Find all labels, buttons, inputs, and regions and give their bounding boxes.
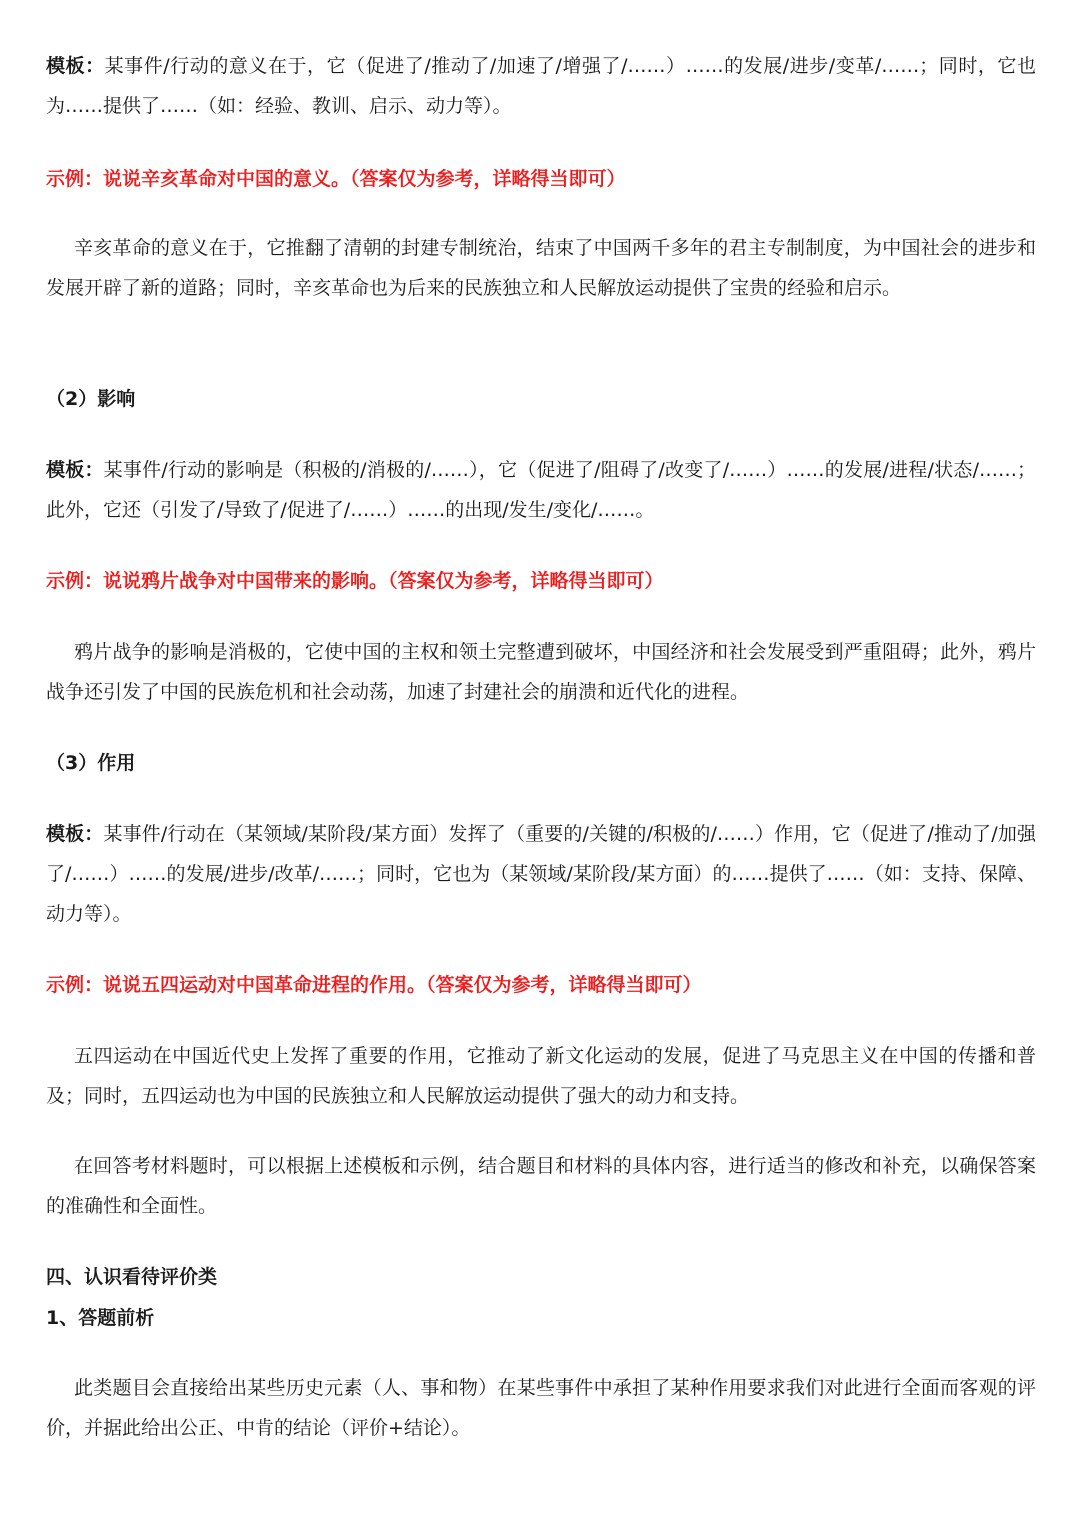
significance-template-text: 某事件/行动的意义在于，它（促进了/推动了/加速了/增强了/……）……的发展/进步/变革/……；同时，它也为……提供了……（如：经验、教训、启示、动力等）。	[46, 55, 1036, 117]
closing-paragraph: 在回答考材料题时，可以根据上述模板和示例，结合题目和材料的具体内容，进行适当的修改和补充，以确保答案的准确性和全面性。	[46, 1155, 1036, 1217]
influence-template-paragraph	[46, 450, 1036, 530]
significance-example-title: 示例：说说辛亥革命对中国的意义。（答案仅为参考，详略得当即可）	[46, 168, 626, 190]
role-heading: （3）作用	[46, 752, 136, 774]
subsection-heading: 1、答题前析	[46, 1307, 155, 1329]
significance-template-paragraph	[46, 46, 1036, 126]
role-example-title: 示例：说说五四运动对中国革命进程的作用。（答案仅为参考，详略得当即可）	[46, 974, 702, 996]
influence-example-title: 示例：说说鸦片战争对中国带来的影响。（答案仅为参考，详略得当即可）	[46, 570, 664, 592]
role-example-answer: 五四运动在中国近代史上发挥了重要的作用，它推动了新文化运动的发展，促进了马克思主义在中国的传播和普及；同时，五四运动也为中国的民族独立和人民解放运动提供了强大的动力和支持。	[46, 1045, 1036, 1107]
section-four-heading: 四、认识看待评价类	[46, 1266, 218, 1288]
role-template-text: 某事件/行动在（某领域/某阶段/某方面）发挥了（重要的/关键的/积极的/……）作用，它（促进了/推动了/加强了/……）……的发展/进步/改革/……；同时，它也为（某领域/某阶段/某方面）的……提供了……（如：支持、保障、动力等）。	[46, 823, 1036, 925]
influence-template-text: 某事件/行动的影响是（积极的/消极的/……），它（促进了/阻碍了/改变了/……）……的发展/进程/状态/……；此外，它还（引发了/导致了/促进了/……）……的出现/发生/变化/……。	[46, 459, 1036, 521]
influence-example-answer: 鸦片战争的影响是消极的，它使中国的主权和领土完整遭到破坏，中国经济和社会发展受到严重阻碍；此外，鸦片战争还引发了中国的民族危机和社会动荡，加速了封建社会的崩溃和近代化的进程。	[46, 641, 1036, 703]
influence-heading: （2）影响	[46, 388, 136, 410]
template-label: 模板：	[46, 55, 105, 77]
template-label: 模板：	[46, 459, 104, 481]
significance-example-answer: 辛亥革命的意义在于，它推翻了清朝的封建专制统治，结束了中国两千多年的君主专制制度，为中国社会的进步和发展开辟了新的道路；同时，辛亥革命也为后来的民族独立和人民解放运动提供了宝贵的经验和启示。	[46, 237, 1036, 299]
role-template-paragraph	[46, 814, 1036, 934]
analysis-paragraph: 此类题目会直接给出某些历史元素（人、事和物）在某些事件中承担了某种作用要求我们对此进行全面而客观的评价，并据此给出公正、中肯的结论（评价+结论）。	[46, 1377, 1036, 1439]
template-label: 模板：	[46, 823, 104, 845]
